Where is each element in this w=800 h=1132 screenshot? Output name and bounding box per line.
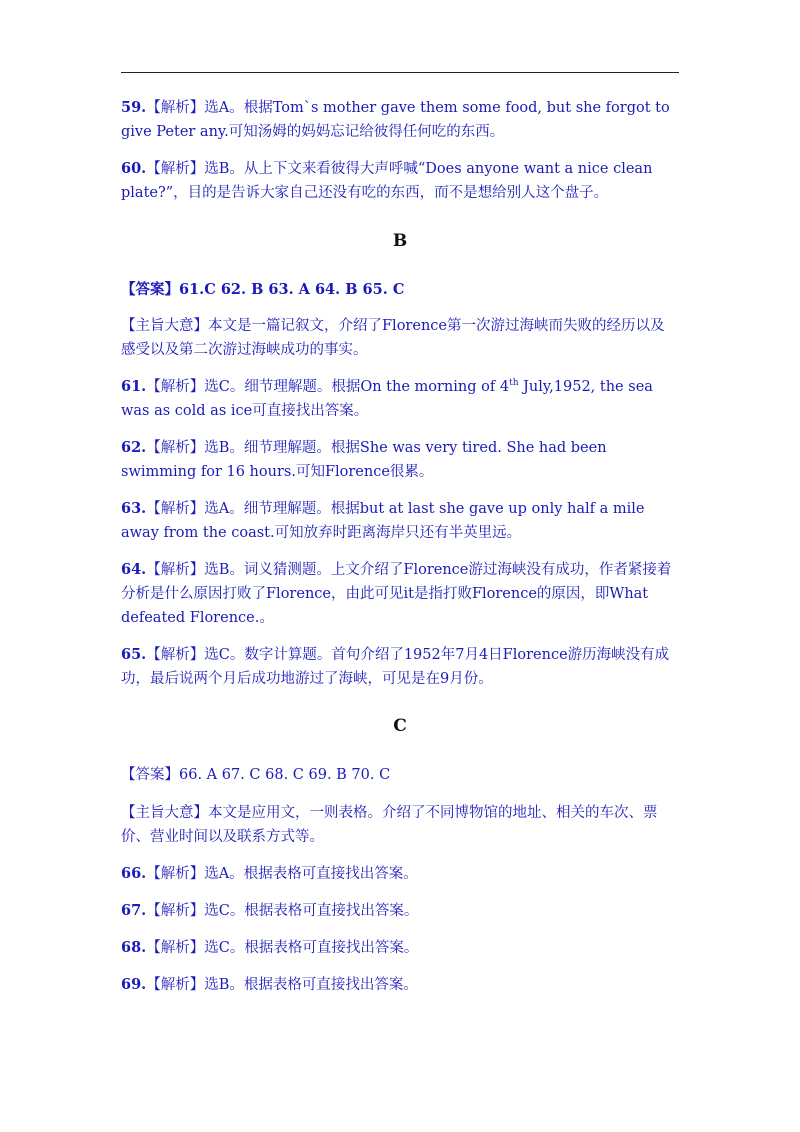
q67-explanation [121, 899, 676, 923]
q62-text: 选B。细节理解题。根据She was very tired. She had been swimming for 16 hours.可知Florence很累。 [121, 440, 607, 480]
q66-tag: 【解析】 [146, 866, 205, 882]
q69-explanation [121, 973, 676, 997]
q68-tag: 【解析】 [146, 940, 205, 956]
q62-explanation [121, 436, 676, 484]
q59-number: 59. [121, 99, 147, 116]
section-b-answers: 【答案】61.C 62. B 63. A 64. B 65. C [121, 281, 405, 298]
q60-number: 60. [121, 160, 147, 177]
section-b-summary-tag: 【主旨大意】 [121, 318, 208, 334]
q68-number: 68. [121, 939, 147, 956]
q61-explanation [121, 375, 676, 423]
q65-text: 选C。数字计算题。首句介绍了1952年7月4日Florence游历海峡没有成功，最后说两个月后成功地游过了海峡，可见是在9月份。 [121, 647, 670, 687]
q67-tag: 【解析】 [146, 903, 205, 919]
section-c-heading: C [393, 716, 407, 736]
q65-number: 65. [121, 646, 147, 663]
q61-number: 61. [121, 378, 147, 395]
q60-text: 选B。从上下文来看彼得大声呼喊“Does anyone want a nice clean plate?”，目的是告诉大家自己还没有吃的东西，而不是想给别人这个盘子。 [121, 161, 653, 201]
header-rule [121, 72, 679, 73]
q67-text: 选C。根据表格可直接找出答案。 [204, 903, 419, 919]
q62-tag: 【解析】 [146, 440, 205, 456]
q62-number: 62. [121, 439, 147, 456]
q65-explanation [121, 643, 676, 691]
q67-number: 67. [121, 902, 147, 919]
section-b-heading: B [392, 231, 408, 251]
q69-text: 选B。根据表格可直接找出答案。 [204, 977, 418, 993]
q64-text: 选B。词义猜测题。上文介绍了Florence游过海峡没有成功，作者紧接着分析是什么原因打败了Florence，由此可见it是指打败Florence的原因，即What defeated Florence.。 [121, 562, 672, 626]
section-c-summary-tag: 【主旨大意】 [121, 805, 208, 821]
q64-number: 64. [121, 561, 147, 578]
q66-explanation [121, 862, 676, 886]
q60-tag: 【解析】 [146, 161, 205, 177]
section-c-summary-text: 本文是应用文，一则表格。介绍了不同博物馆的地址、相关的车次、票价、营业时间以及联系方式等。 [121, 805, 658, 845]
q65-tag: 【解析】 [146, 647, 205, 663]
q59-text: 选A。根据Tom`s mother gave them some food, but she forgot to give Peter any.可知汤姆的妈妈忘记给彼得任何吃的东西。 [121, 100, 670, 140]
q59-tag: 【解析】 [146, 100, 205, 116]
q69-number: 69. [121, 976, 147, 993]
q63-number: 63. [121, 500, 147, 517]
q68-explanation [121, 936, 676, 960]
q61-text-b: July,1952, the sea was as cold as ice可直接找出答案。 [121, 379, 653, 419]
section-c-answers: 【答案】66. A 67. C 68. C 69. B 70. C [121, 767, 391, 783]
q63-explanation [121, 497, 676, 545]
section-b-summary [121, 314, 676, 362]
q69-tag: 【解析】 [146, 977, 205, 993]
section-c-summary [121, 801, 676, 849]
q64-explanation [121, 558, 676, 630]
section-b-summary-text: 本文是一篇记叙文，介绍了Florence第一次游过海峡而失败的经历以及感受以及第二次游过海峡成功的事实。 [121, 318, 665, 358]
q66-text: 选A。根据表格可直接找出答案。 [204, 866, 418, 882]
q60-explanation [121, 157, 676, 205]
q61-superscript: th [509, 378, 519, 389]
q68-text: 选C。根据表格可直接找出答案。 [204, 940, 419, 956]
q63-text: 选A。细节理解题。根据but at last she gave up only half a mile away from the coast.可知放弃时距离海岸只还有半英里远。 [121, 501, 645, 541]
q63-tag: 【解析】 [146, 501, 205, 517]
q66-number: 66. [121, 865, 147, 882]
q61-text-a: 选C。细节理解题。根据On the morning of 4 [204, 379, 510, 395]
q64-tag: 【解析】 [146, 562, 205, 578]
q59-explanation [121, 96, 676, 144]
q61-tag: 【解析】 [146, 379, 205, 395]
